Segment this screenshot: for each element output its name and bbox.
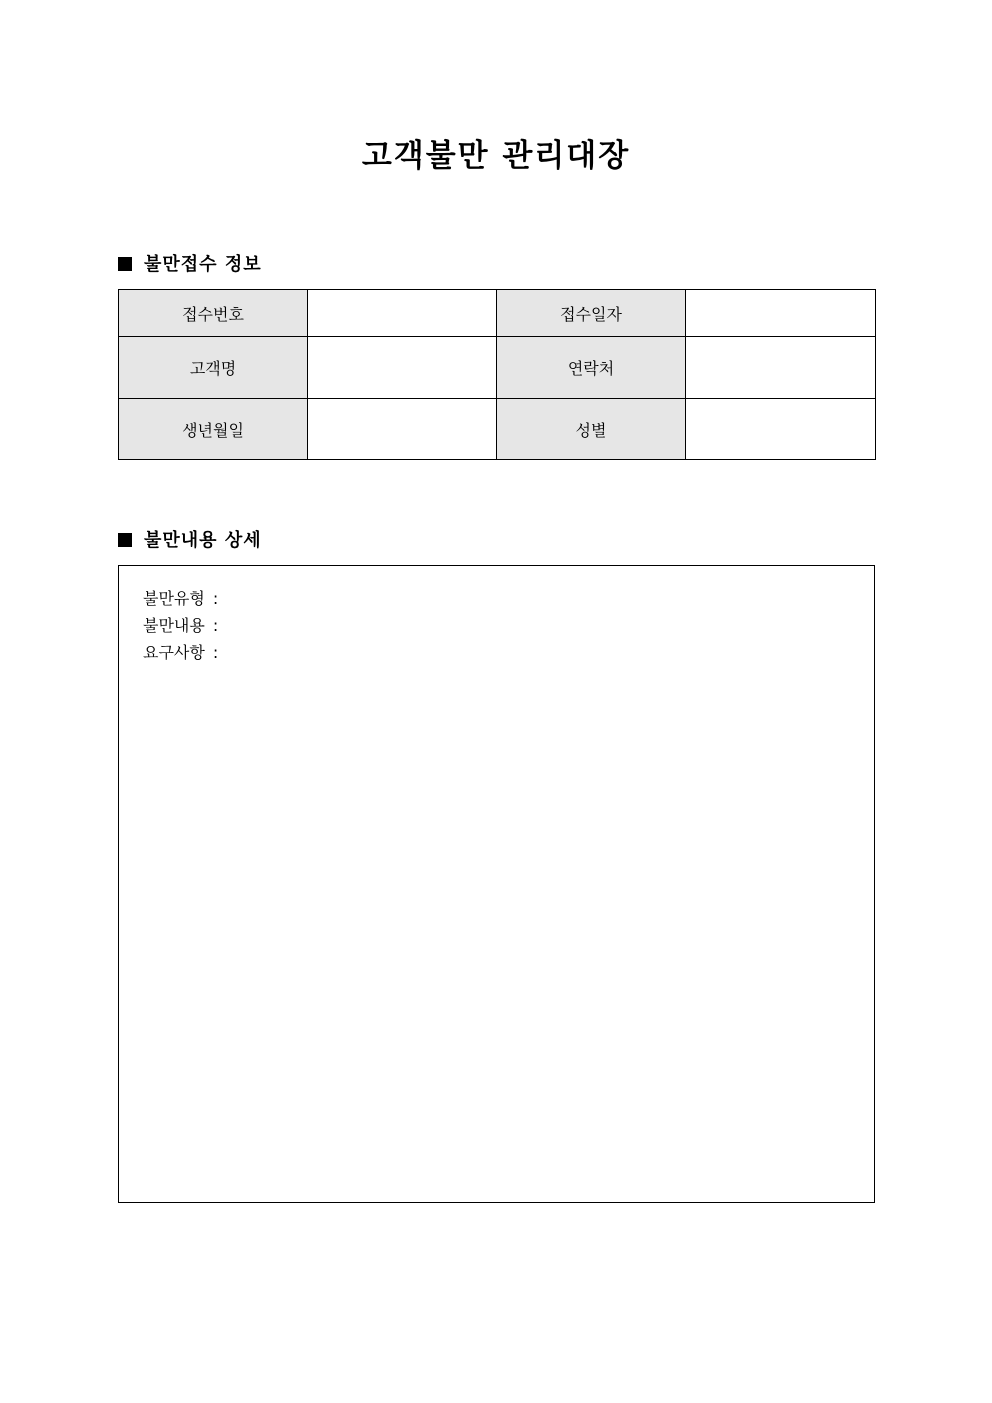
colon-separator: : xyxy=(212,616,219,635)
colon-separator: : xyxy=(212,643,219,662)
customer-name-field[interactable] xyxy=(308,337,497,399)
complaint-detail-box[interactable] xyxy=(118,565,875,1203)
table-row xyxy=(119,290,876,337)
section-heading-label: 불만접수 정보 xyxy=(144,254,262,275)
complaint-type-line xyxy=(143,585,224,612)
table-row xyxy=(119,399,876,460)
birth-date-label: 생년월일 xyxy=(119,399,308,460)
contact-field[interactable] xyxy=(686,337,876,399)
receipt-date-field[interactable] xyxy=(686,290,876,337)
customer-name-label: 고객명 xyxy=(119,337,308,399)
table-row xyxy=(119,337,876,399)
gender-field[interactable] xyxy=(686,399,876,460)
section-heading-complaint-info xyxy=(118,253,262,277)
square-bullet-icon xyxy=(118,533,132,547)
receipt-date-label: 접수일자 xyxy=(497,290,686,337)
complaint-content-label: 불만내용 xyxy=(143,616,205,635)
complaint-info-table xyxy=(118,289,876,460)
customer-request-label: 요구사항 xyxy=(143,643,205,662)
receipt-number-label: 접수번호 xyxy=(119,290,308,337)
complaint-type-label: 불만유형 xyxy=(143,589,205,608)
section-heading-complaint-detail xyxy=(118,529,262,553)
complaint-detail-fields xyxy=(143,585,224,666)
receipt-number-field[interactable] xyxy=(308,290,497,337)
gender-label: 성별 xyxy=(497,399,686,460)
square-bullet-icon xyxy=(118,257,132,271)
birth-date-field[interactable] xyxy=(308,399,497,460)
colon-separator: : xyxy=(212,589,219,608)
document-title: 고객불만 관리대장 xyxy=(361,138,631,174)
section-heading-label: 불만내용 상세 xyxy=(144,530,262,551)
customer-request-line xyxy=(143,639,224,666)
complaint-content-line xyxy=(143,612,224,639)
contact-label: 연락처 xyxy=(497,337,686,399)
